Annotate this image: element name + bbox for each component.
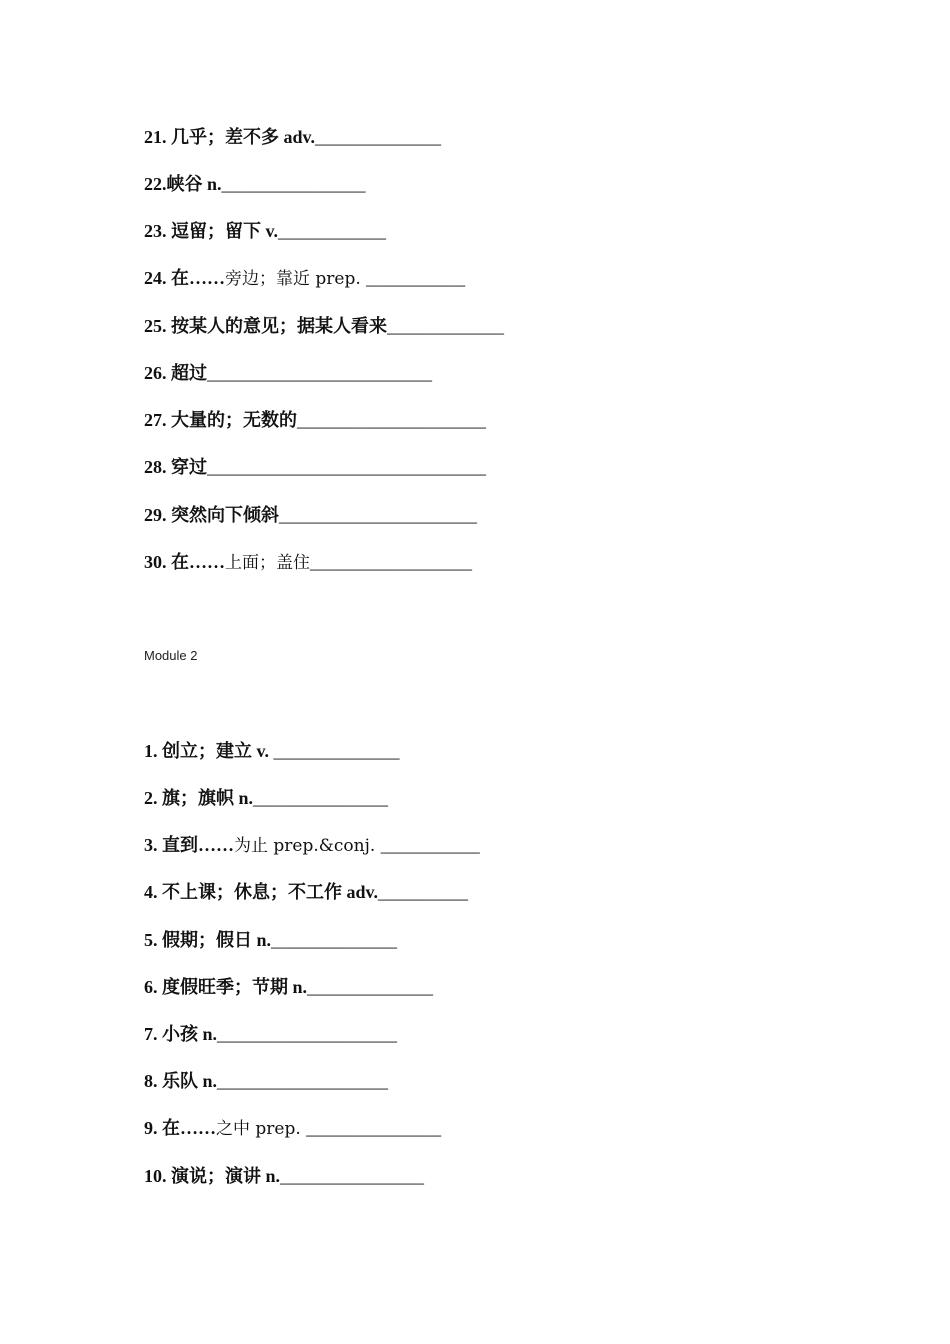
answer-blank: ________________ [221, 174, 366, 194]
vocab-item-1 [144, 740, 400, 763]
item-prompt: 28. 穿过 [144, 457, 207, 477]
vocab-item-8 [144, 1070, 388, 1093]
answer-blank: ____________________ [217, 1024, 398, 1044]
answer-blank: ______________ [273, 741, 400, 761]
item-prompt: 9. 在…… [144, 1118, 216, 1138]
item-prompt: 7. 小孩 n. [144, 1024, 218, 1044]
item-prompt: 23. 逗留；留下 v. [144, 221, 279, 241]
answer-blank: _______________ [253, 788, 389, 808]
item-prompt-rest: 上面；盖住 [225, 553, 310, 573]
answer-blank: __________________ [310, 552, 472, 572]
answer-blank: __________ [378, 882, 469, 902]
vocab-item-23 [144, 220, 386, 243]
vocab-item-9 [144, 1117, 441, 1140]
answer-blank: ___________ [366, 268, 466, 288]
answer-blank: ________________ [280, 1166, 425, 1186]
answer-blank: ______________ [271, 930, 398, 950]
item-prompt: 1. 创立；建立 v. [144, 741, 274, 761]
vocab-item-25 [144, 315, 504, 338]
item-prompt: 5. 假期；假日 n. [144, 930, 272, 950]
vocab-item-27 [144, 409, 486, 432]
item-prompt: 8. 乐队 n. [144, 1071, 218, 1091]
vocab-item-6 [144, 976, 433, 999]
answer-blank: _______________ [306, 1118, 442, 1138]
vocab-item-2 [144, 787, 388, 810]
item-prompt: 4. 不上课；休息；不工作 adv. [144, 882, 379, 902]
answer-blank: _________________________ [207, 363, 432, 383]
answer-blank: ___________ [380, 835, 480, 855]
item-prompt-rest: 旁边；靠近 prep. [225, 269, 367, 289]
item-prompt: 25. 按某人的意见；据某人看来 [144, 316, 387, 336]
answer-blank: _____________ [387, 316, 504, 336]
answer-blank: _____________________ [297, 410, 486, 430]
vocab-item-4 [144, 881, 468, 904]
answer-blank: ______________ [315, 127, 442, 147]
item-prompt-rest: 之中 prep. [216, 1119, 307, 1139]
item-prompt: 30. 在…… [144, 552, 225, 572]
answer-blank: ______________ [307, 977, 434, 997]
answer-blank: ____________ [278, 221, 387, 241]
vocab-item-28 [144, 456, 486, 479]
vocab-item-26 [144, 362, 432, 385]
vocab-item-30 [144, 551, 472, 574]
vocab-item-5 [144, 929, 397, 952]
answer-blank: _______________________________ [207, 457, 486, 477]
item-prompt: 2. 旗；旗帜 n. [144, 788, 254, 808]
answer-blank: ______________________ [279, 505, 477, 525]
vocab-item-24 [144, 267, 465, 290]
answer-blank: ___________________ [217, 1071, 389, 1091]
vocab-item-10 [144, 1165, 424, 1188]
item-prompt: 21. 几乎；差不多 adv. [144, 127, 316, 147]
item-prompt: 22.峡谷 n. [144, 174, 222, 194]
item-prompt: 3. 直到…… [144, 835, 234, 855]
vocab-item-3 [144, 834, 480, 857]
item-prompt: 29. 突然向下倾斜 [144, 505, 279, 525]
vocab-item-22 [144, 173, 366, 196]
item-prompt-rest: 为止 prep.&conj. [234, 836, 381, 856]
item-prompt: 10. 演说；演讲 n. [144, 1166, 281, 1186]
item-prompt: 26. 超过 [144, 363, 207, 383]
vocab-item-21 [144, 126, 441, 149]
module-heading: Module 2 [144, 648, 198, 663]
vocab-item-29 [144, 504, 477, 527]
item-prompt: 6. 度假旺季；节期 n. [144, 977, 308, 997]
item-prompt: 24. 在…… [144, 268, 225, 288]
vocab-item-7 [144, 1023, 397, 1046]
item-prompt: 27. 大量的；无数的 [144, 410, 297, 430]
